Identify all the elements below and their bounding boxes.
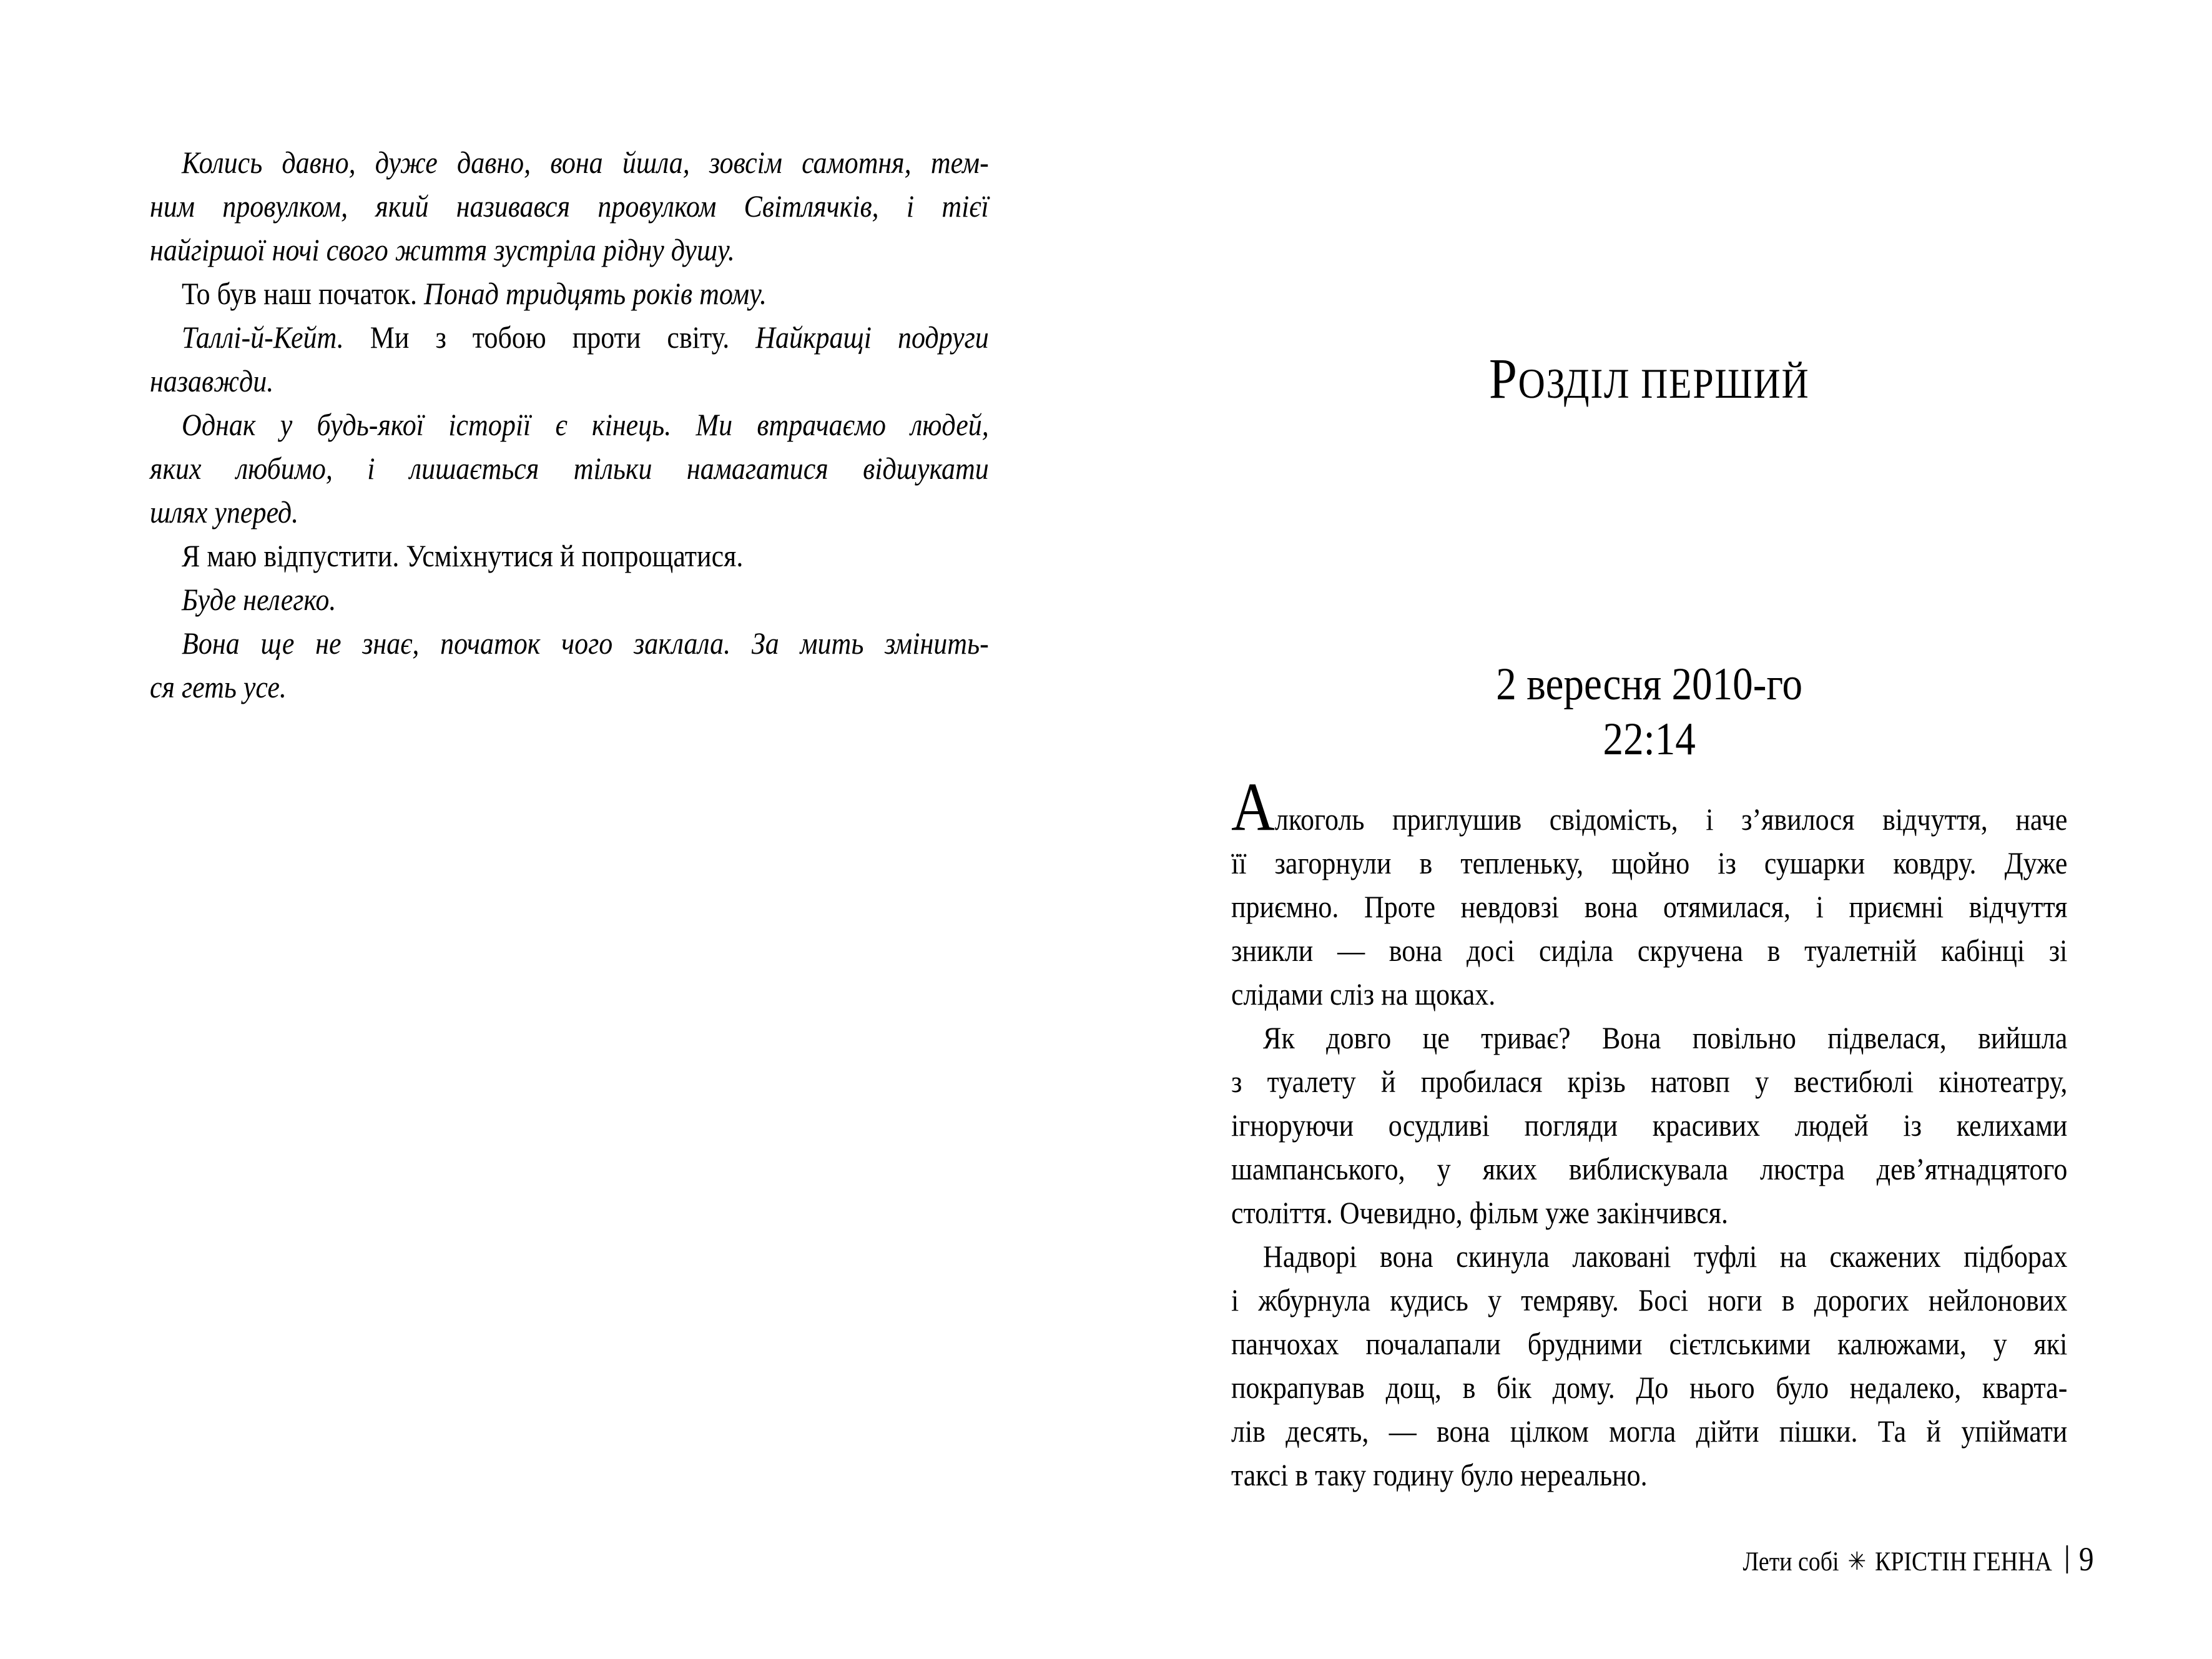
text-line: Я маю відпустити. Усміхнутися й попрощатися. (182, 538, 744, 573)
text-line: Вона ще не знає, початок чого заклала. За мить змінить- (182, 626, 989, 661)
text-segment: Найкращі подруги (755, 320, 989, 355)
text-segment: Понад тридцять років тому. (424, 276, 767, 311)
text-line: її загорнули в тепленьку, щойно із сушарки ковдру. Дуже (1231, 845, 2068, 880)
text-line: яких любимо, і лишається тільки намагатися відшукати (150, 451, 989, 486)
text-segment: Ми з тобою проти світу. (370, 320, 756, 355)
text-line: шампанського, у яких виблискувала люстра дев’ятнадцятого (1231, 1151, 2068, 1186)
text-line: найгіршої ночі свого життя зустріла рідну душу. (150, 232, 735, 267)
time-line: 22:14 (1603, 714, 1696, 765)
text-line (150, 315, 989, 359)
text-line: Як довго це триває? Вона повільно підвелася, вийшла (1263, 1020, 2068, 1055)
date-line: 2 вересня 2010-го (1496, 659, 1803, 710)
text-line: століття. Очевидно, фільм уже закінчився. (1231, 1195, 1728, 1230)
page-number: 9 (2078, 1540, 2094, 1578)
chapter-title (1231, 347, 2067, 415)
text-line: Буде нелегко. (182, 582, 337, 617)
text-line: лів десять, — вона цілком могла дійти пішки. Та й упіймати (1231, 1414, 2068, 1449)
text-line: Надворі вона скинула лаковані туфлі на скажених підборах (1263, 1239, 2068, 1274)
text-line: приємно. Проте невдовзі вона отямилася, і приємні відчуття (1231, 889, 2068, 924)
text-line: зникли — вона досі сиділа скручена в туалетній кабінці зі (1231, 933, 2068, 968)
text-line (1231, 769, 2068, 845)
running-title: Лети собі (1743, 1547, 1839, 1577)
text-line: покрапував дощ, в бік дому. До нього було недалеко, кварта- (1231, 1370, 2068, 1405)
author-name: КРІСТІН ГЕННА (1875, 1547, 2052, 1577)
text-segment: лкоголь приглушив свідомість, і з’явилося відчуття, наче (1274, 802, 2068, 837)
footer-divider (2067, 1545, 2068, 1573)
text-line (150, 272, 989, 315)
text-segment: Таллі-й-Кейт. (182, 320, 370, 355)
star-icon: ✳ (1847, 1547, 1867, 1576)
text-line: шлях уперед. (150, 495, 299, 529)
text-line: і жбурнула кудись у темряву. Босі ноги в дорогих нейлонових (1231, 1282, 2068, 1317)
prologue-text (150, 140, 989, 709)
text-line: Однак у будь-якої історії є кінець. Ми втрачаємо людей, (182, 407, 989, 442)
page-right (1231, 0, 2094, 1659)
drop-cap: А (1231, 769, 1275, 845)
text-line: назавжди. (150, 363, 274, 398)
text-line: ігноруючи осудливі погляди красивих людей із келихами (1231, 1108, 2068, 1143)
page-left (150, 0, 989, 1659)
text-line: ним провулком, який називався провулком Світлячків, і тієї (150, 189, 989, 224)
running-footer (1743, 1540, 2094, 1581)
text-line: з туалету й пробилася крізь натовп у вестибюлі кінотеатру, (1231, 1064, 2068, 1099)
text-line: ся геть усе. (150, 669, 287, 704)
chapter-title-rest: ОЗДІЛ ПЕРШИЙ (1518, 360, 1810, 407)
chapter-title-initial: Р (1488, 347, 1518, 410)
chapter-body (1231, 769, 2068, 1497)
text-segment: То був наш початок. (182, 276, 425, 311)
text-line: панчохах почалапали брудними сієтлськими калюжами, у які (1231, 1326, 2068, 1361)
text-line: Колись давно, дуже давно, вона йшла, зовсім самотня, тем- (182, 145, 989, 180)
text-line: таксі в таку годину було нереально. (1231, 1457, 1648, 1492)
text-line: слідами сліз на щоках. (1231, 977, 1496, 1012)
